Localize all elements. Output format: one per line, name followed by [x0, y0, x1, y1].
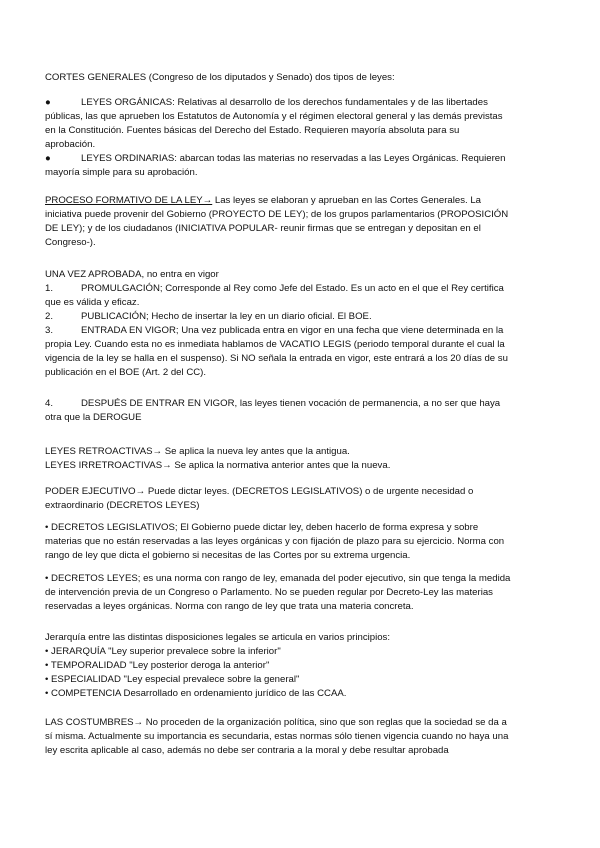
text-line: DE LEY); y de los ciudadanos (INICIATIVA POPULAR- reunir firmas que se entregan y depositan en el: [45, 223, 481, 234]
list-number: 4.: [45, 398, 54, 409]
poder-ejecutivo-paragraph: [45, 485, 557, 513]
proceso-formativo-paragraph: [45, 194, 557, 250]
text-line: aprobación.: [45, 139, 96, 150]
list-item-despues: [45, 397, 557, 411]
intro-paragraph: [45, 71, 557, 85]
text-line: mayoría simple para su aprobación.: [45, 167, 198, 178]
despues-vigor-item: [45, 397, 557, 425]
text-line: vigencia de la ley se halla en el suspenso). Si NO señala la entrada en vigor, este entrará a los 20 días de su: [45, 353, 508, 364]
list-number: 1.: [45, 283, 54, 294]
costumbres-paragraph: [45, 716, 557, 758]
intro-line: CORTES GENERALES (Congreso de los diputados y Senado) dos tipos de leyes:: [45, 72, 395, 83]
list-item-organicas: [45, 96, 557, 110]
list-item: • ESPECIALIDAD "Ley especial prevalece sobre la general": [45, 674, 300, 685]
list-item-promulgacion: [45, 282, 557, 296]
law-types-list: [45, 96, 557, 180]
text-line: PODER EJECUTIVO→ Puede dictar leyes. (DECRETOS LEGISLATIVOS) o de urgente necesidad o: [45, 486, 474, 497]
text-line: iniciativa puede provenir del Gobierno (PROYECTO DE LEY); de los grupos parlamentarios (PROPOSICIÓN: [45, 209, 509, 220]
jerarquia-list: [45, 631, 557, 701]
list-number: 2.: [45, 311, 54, 322]
jerarquia-heading: Jerarquía entre las distintas disposiciones legales se articula en varios principios:: [45, 632, 391, 643]
text-line: LEYES ORDINARIAS: abarcan todas las materias no reservadas a las Leyes Orgánicas. Requieren: [81, 153, 506, 164]
text-line: PROMULGACIÓN; Corresponde al Rey como Jefe del Estado. Es un acto en el que el Rey certifica: [81, 283, 504, 294]
aprobada-list: [45, 268, 557, 380]
text-line: LEYES ORGÁNICAS: Relativas al desarrollo de los derechos fundamentales y de las libertades: [81, 97, 488, 108]
text-line: LAS COSTUMBRES→ No proceden de la organización política, sino que son reglas que la sociedad se da a: [45, 717, 507, 728]
text-line: públicas, las que aprueben los Estatutos de Autonomía y el régimen electoral general y las demás previstas: [45, 111, 503, 122]
proceso-heading: PROCESO FORMATIVO DE LA LEY→: [45, 195, 213, 206]
text-line: ley escrita aplicable al caso, además no debe ser contraria a la moral y debe resultar aprobada: [45, 745, 449, 756]
text-line: extraordinario (DECRETOS LEYES): [45, 500, 200, 511]
text-line: reservadas a leyes orgánicas. Norma con rango de ley que trata una materia concreta.: [45, 601, 414, 612]
text-line: LEYES IRRETROACTIVAS→ Se aplica la normativa anterior antes que la nueva.: [45, 460, 391, 471]
list-item-ordinarias: [45, 152, 557, 166]
text-line: Congreso-).: [45, 237, 96, 248]
list-item: • COMPETENCIA Desarrollado en ordenamiento jurídico de las CCAA.: [45, 688, 347, 699]
retroactivas-paragraph: [45, 445, 557, 473]
bullet-icon: ●: [45, 97, 51, 108]
list-item: • TEMPORALIDAD "Ley posterior deroga la anterior": [45, 660, 270, 671]
text-line: en la Constitución. Fuentes básicas del Derecho del Estado. Requieren mayoría absoluta para su: [45, 125, 460, 136]
decretos-leyes-paragraph: [45, 572, 557, 614]
text-line: que es válida y eficaz.: [45, 297, 140, 308]
text-line: propia Ley. Cuando esta no es inmediata hablamos de VACATIO LEGIS (periodo temporal durante el cual la: [45, 339, 505, 350]
list-item-entrada-vigor: [45, 324, 557, 338]
text-line: rango de ley que dicta el gobierno si necesitas de las Cortes por su extrema urgencia.: [45, 550, 411, 561]
text-line: • DECRETOS LEGISLATIVOS; El Gobierno puede dictar ley, deben hacerlo de forma expresa y sobre: [45, 522, 479, 533]
text-line: DESPUÉS DE ENTRAR EN VIGOR, las leyes tienen vocación de permanencia, a no ser que haya: [81, 398, 501, 409]
decretos-legislativos-paragraph: [45, 521, 557, 563]
text-line: otra que la DEROGUE: [45, 412, 142, 423]
text-line: materias que no están reservadas a las leyes orgánicas y con fijación de plazo para su ejercicio. Norma con: [45, 536, 505, 547]
text-line: ENTRADA EN VIGOR; Una vez publicada entra en vigor en una fecha que viene determinada en la: [81, 325, 504, 336]
text-line: LEYES RETROACTIVAS→ Se aplica la nueva ley antes que la antigua.: [45, 446, 350, 457]
text-line: publicación en el BOE (Art. 2 del CC).: [45, 367, 207, 378]
bullet-icon: ●: [45, 153, 51, 164]
text-line: sí misma. Actualmente su importancia es secundaria, estas normas sólo tienen vigencia cuando no haya una: [45, 731, 509, 742]
list-number: 3.: [45, 325, 54, 336]
aprobada-heading: UNA VEZ APROBADA, no entra en vigor: [45, 269, 219, 280]
text-line: • DECRETOS LEYES; es una norma con rango de ley, emanada del poder ejecutivo, sin que tenga la medida: [45, 573, 511, 584]
text-line: de intervención previa de un Congreso o Parlamento. No se pueden regular por Decreto-Ley las materias: [45, 587, 493, 598]
list-item-publicacion: [45, 310, 557, 324]
text-line: PUBLICACIÓN; Hecho de insertar la ley en un diario oficial. El BOE.: [81, 311, 372, 322]
text-line: Las leyes se elaboran y aprueban en las Cortes Generales. La: [212, 195, 482, 206]
list-item: • JERARQUÍA "Ley superior prevalece sobre la inferior": [45, 646, 281, 657]
